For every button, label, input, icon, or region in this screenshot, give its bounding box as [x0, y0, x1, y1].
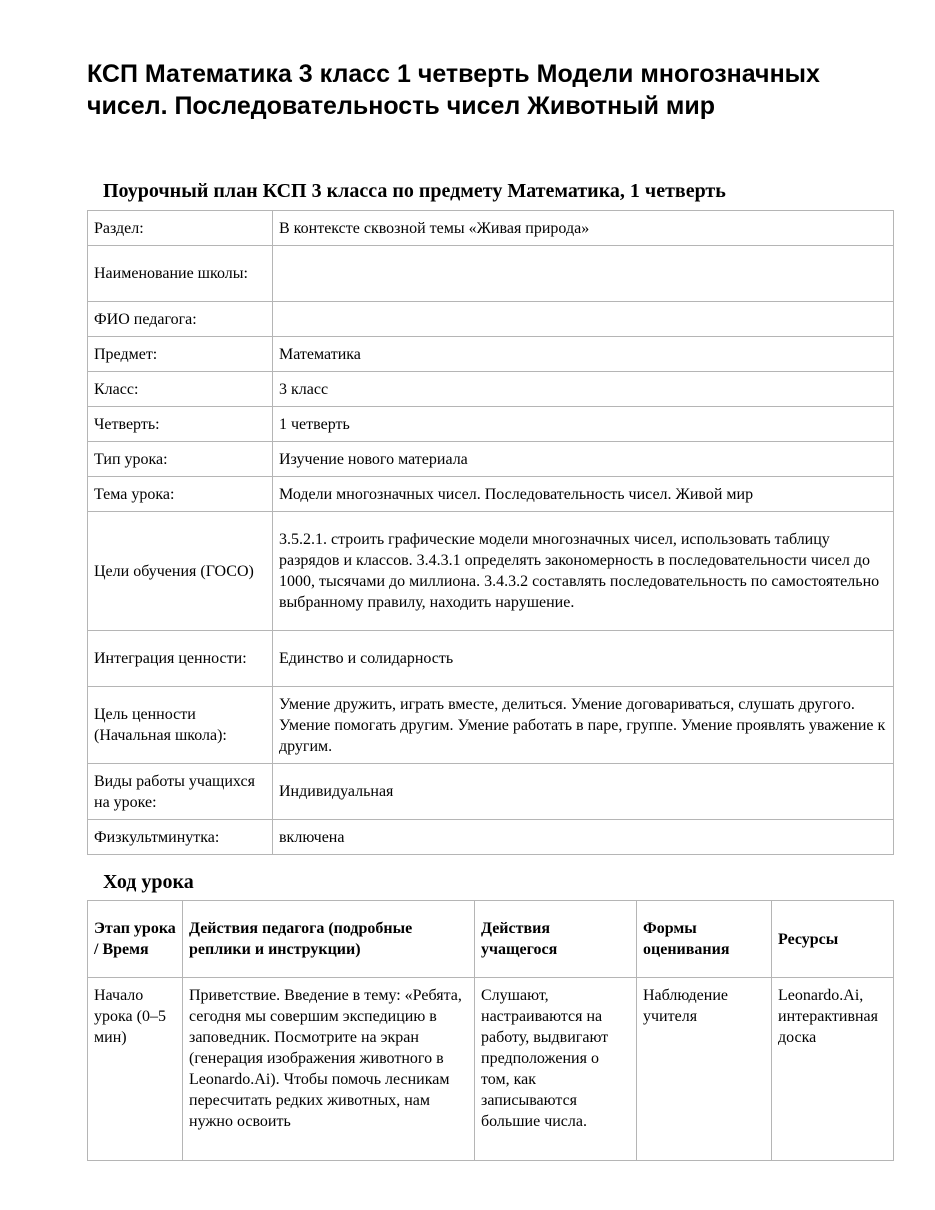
- column-header-assessment: Формы оценивания: [637, 901, 772, 978]
- course-heading: Ход урока: [103, 871, 194, 893]
- info-label: Тип урока:: [88, 442, 273, 477]
- info-row-section: [88, 211, 894, 246]
- info-row-teacher: [88, 302, 894, 337]
- table-row: [88, 978, 894, 1161]
- info-value: 1 четверть: [273, 407, 894, 442]
- info-value: Индивидуальная: [273, 764, 894, 820]
- info-value: [273, 246, 894, 302]
- info-row-work-types: [88, 764, 894, 820]
- info-label: Цель ценности (Начальная школа):: [88, 687, 273, 764]
- cell-assessment: Наблюдение учителя: [637, 978, 772, 1161]
- lesson-course-table: [87, 900, 894, 1161]
- info-row-lesson-topic: [88, 477, 894, 512]
- column-header-resources: Ресурсы: [772, 901, 894, 978]
- column-header-teacher-actions: Действия педагога (подробные реплики и инструкции): [183, 901, 475, 978]
- info-value: Изучение нового материала: [273, 442, 894, 477]
- info-row-school: [88, 246, 894, 302]
- info-label: Класс:: [88, 372, 273, 407]
- column-header-student-actions: Действия учащегося: [475, 901, 637, 978]
- cell-student-actions: Слушают, настраиваются на работу, выдвигают предположения о том, как записываются большие числа.: [475, 978, 637, 1161]
- info-value: Модели многозначных чисел. Последовательность чисел. Живой мир: [273, 477, 894, 512]
- plan-heading: Поурочный план КСП 3 класса по предмету Математика, 1 четверть: [103, 180, 726, 202]
- cell-resources: Leonardo.Ai, интерактивная доска: [772, 978, 894, 1161]
- info-label: Виды работы учащихся на уроке:: [88, 764, 273, 820]
- info-row-value-goal: [88, 687, 894, 764]
- column-header-stage: Этап урока / Время: [88, 901, 183, 978]
- info-row-subject: [88, 337, 894, 372]
- info-value: 3 класс: [273, 372, 894, 407]
- info-label: Раздел:: [88, 211, 273, 246]
- info-row-value-integration: [88, 631, 894, 687]
- info-label: Физкультминутка:: [88, 820, 273, 855]
- cell-teacher-actions: Приветствие. Введение в тему: «Ребята, сегодня мы совершим экспедицию в заповедник. Посмотрите на экран (генерация изображения животного в Leonardo.Ai). Чтобы помочь лесникам пересчитать редких животных, нам нужно освоить: [183, 978, 475, 1161]
- document-title: КСП Математика 3 класс 1 четверть Модели многозначных чисел. Последовательность чисел Животный мир: [87, 60, 820, 120]
- cell-stage: Начало урока (0–5 мин): [88, 978, 183, 1161]
- info-value: Умение дружить, играть вместе, делиться. Умение договариваться, слушать другого. Умение помогать другим. Умение работать в паре, группе. Умение проявлять уважение к другим.: [273, 687, 894, 764]
- info-label: Четверть:: [88, 407, 273, 442]
- info-value: 3.5.2.1. строить графические модели многозначных чисел, использовать таблицу разрядов и классов. 3.4.3.1 определять закономерность в последовательности чисел до 1000, тысячами до миллиона. 3.4.3.2 составлять последовательность по самостоятельно выбранному правилу, находить нарушение.: [273, 512, 894, 631]
- info-row-grade: [88, 372, 894, 407]
- info-label: ФИО педагога:: [88, 302, 273, 337]
- info-label: Цели обучения (ГОСО): [88, 512, 273, 631]
- info-label: Тема урока:: [88, 477, 273, 512]
- lesson-info-table: [87, 210, 894, 855]
- info-label: Интеграция ценности:: [88, 631, 273, 687]
- info-row-physical-break: [88, 820, 894, 855]
- info-value: Математика: [273, 337, 894, 372]
- info-value: включена: [273, 820, 894, 855]
- info-label: Наименование школы:: [88, 246, 273, 302]
- info-value: В контексте сквозной темы «Живая природа»: [273, 211, 894, 246]
- info-label: Предмет:: [88, 337, 273, 372]
- info-value: Единство и солидарность: [273, 631, 894, 687]
- info-value: [273, 302, 894, 337]
- info-row-learning-goals: [88, 512, 894, 631]
- table-header-row: [88, 901, 894, 978]
- info-row-quarter: [88, 407, 894, 442]
- info-row-lesson-type: [88, 442, 894, 477]
